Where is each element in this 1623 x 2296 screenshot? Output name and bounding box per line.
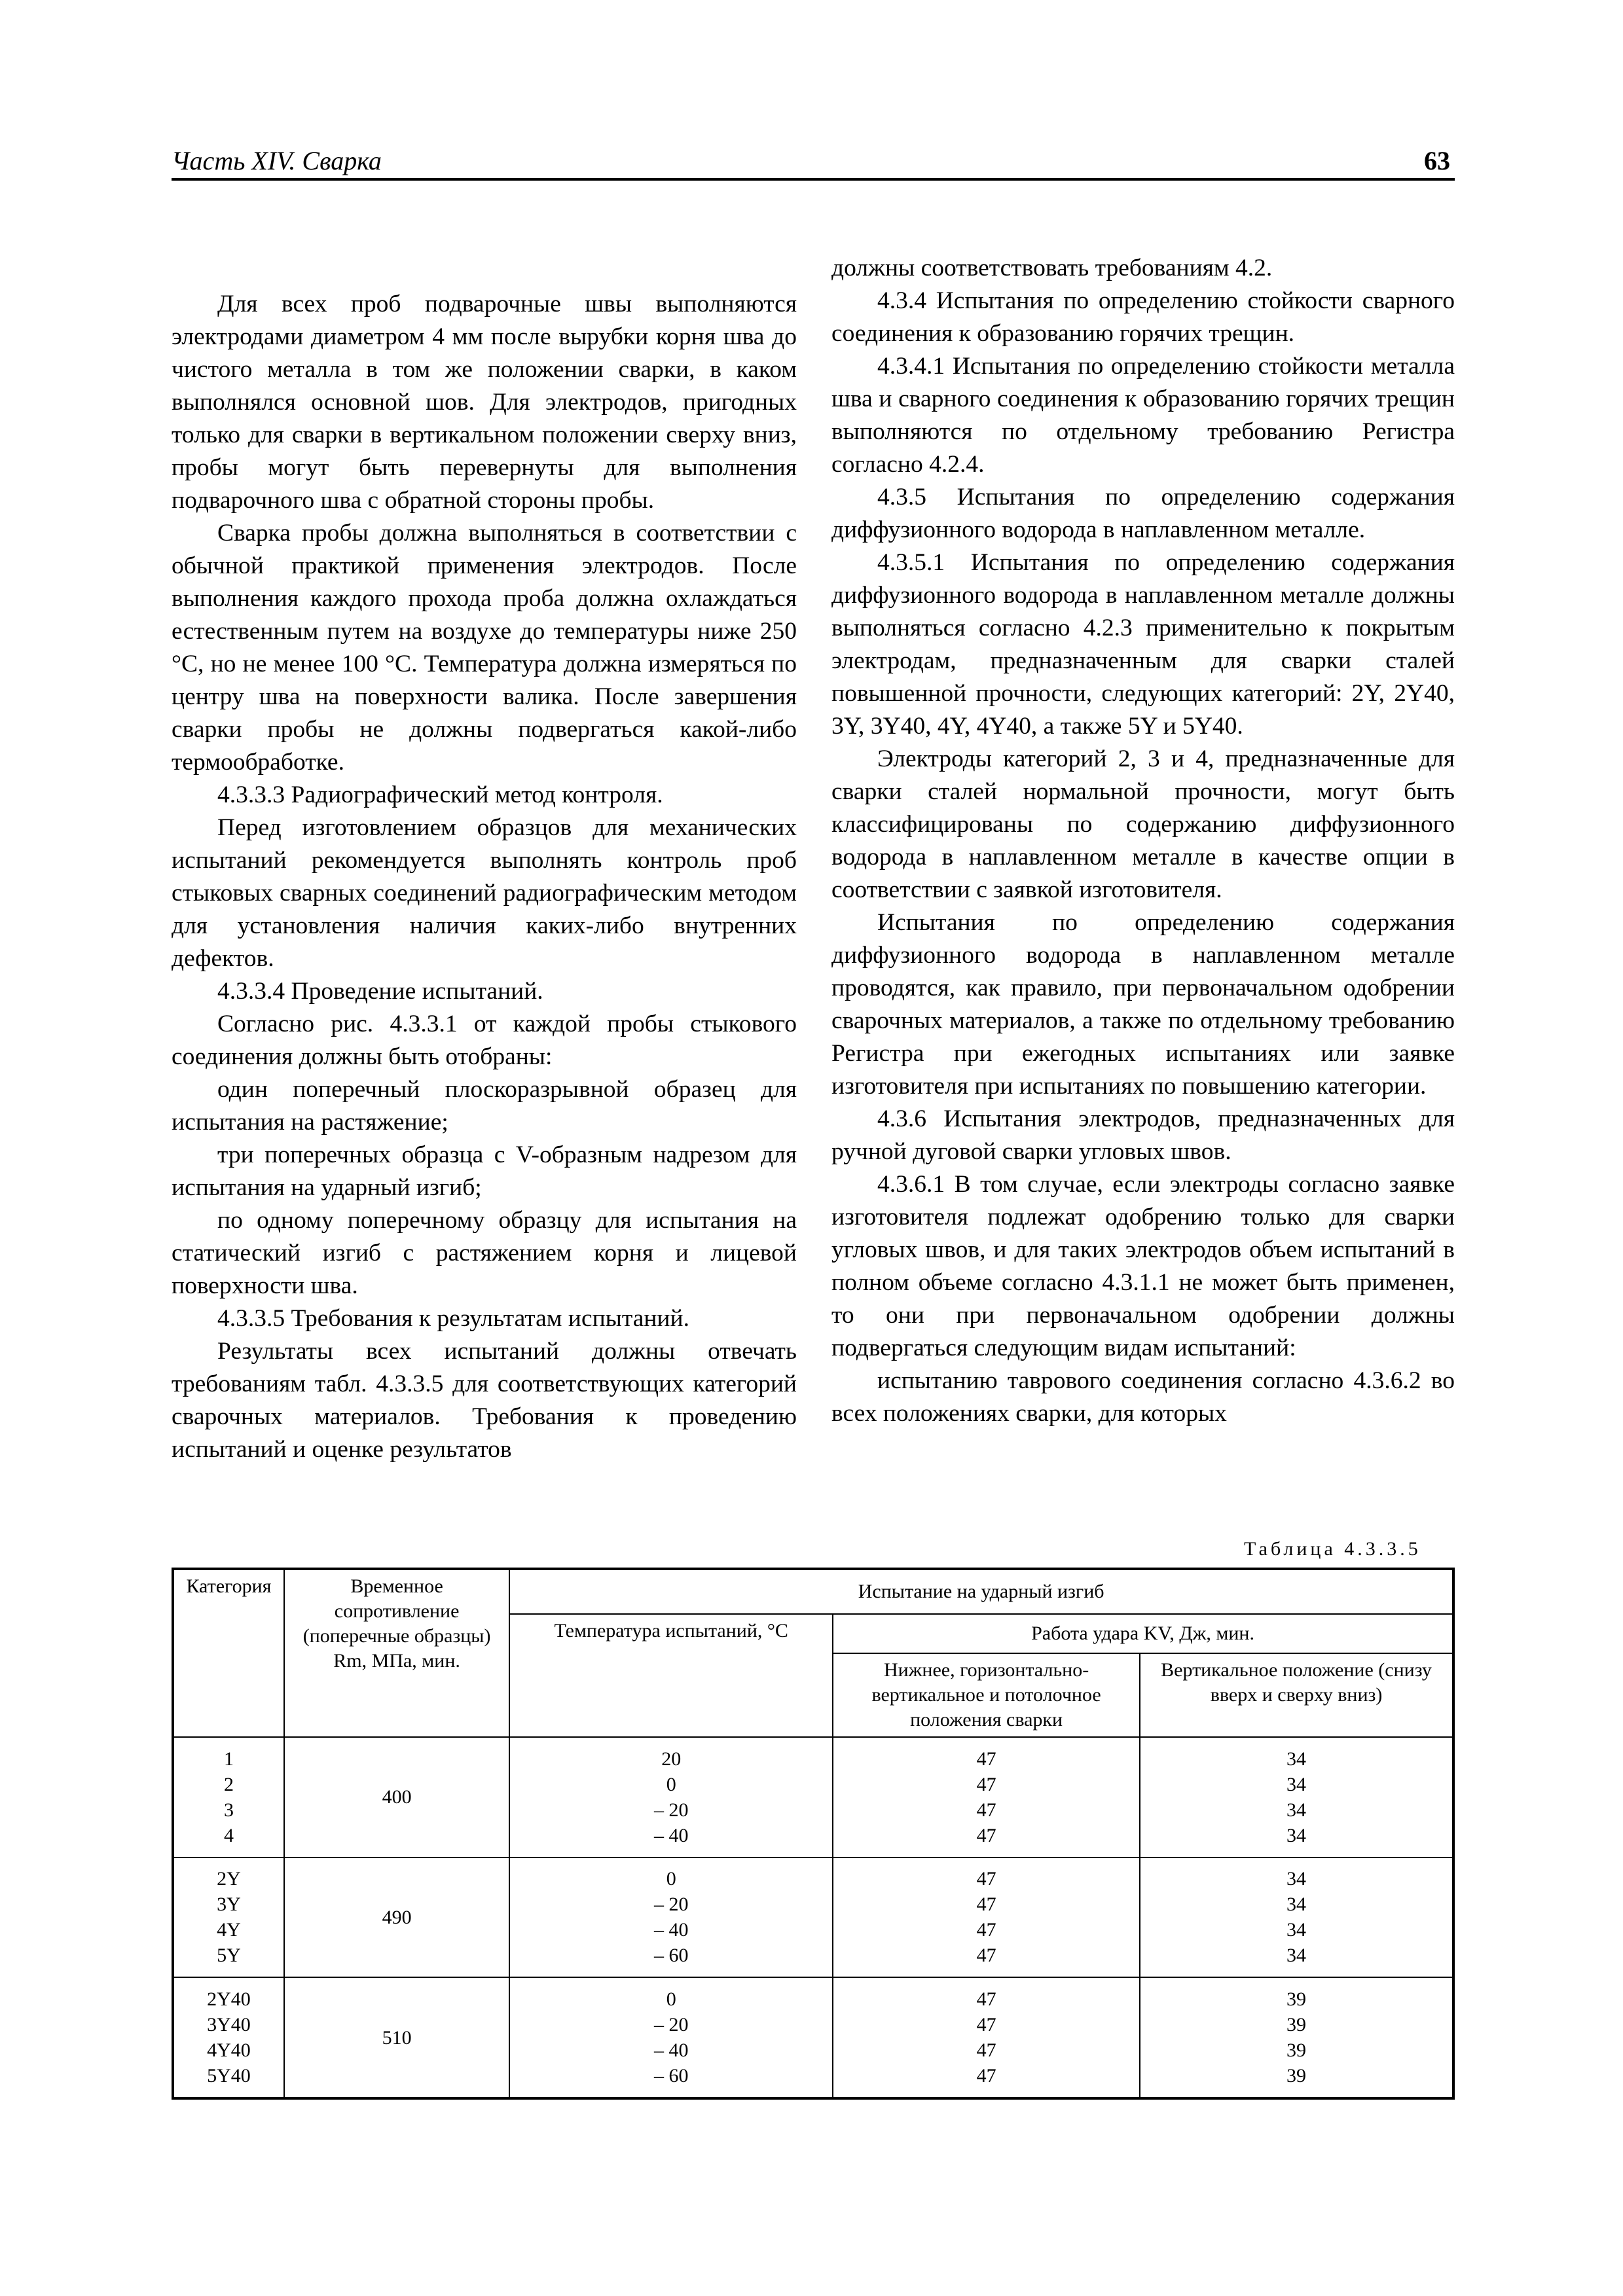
header-tensile-text: Временное сопротивление (поперечные образцы) Rm, МПа, мин. [302, 1575, 491, 1672]
cell-work-flat-value: 47 [976, 1893, 996, 1916]
right-text-column [831, 252, 1455, 1430]
cell-temperature-value: – 20 [653, 1893, 689, 1916]
paragraph: 4.3.4.1 Испытания по определению стойкости металла шва и сварного соединения к образованию горячих трещин выполняются по отдельному требованию Регистра согласно 4.2.4. [831, 353, 1455, 478]
cell-temperature [509, 1737, 833, 1857]
cell-category-value: 3Y [217, 1893, 241, 1916]
table-row-group [173, 1977, 1453, 2098]
header-category: Категория [173, 1569, 284, 1737]
cell-temperature-value: – 40 [653, 2039, 689, 2062]
header-tensile [284, 1569, 509, 1737]
cell-work-vertical-value: 34 [1286, 1893, 1307, 1916]
cell-temperature-value: – 20 [653, 1799, 689, 1821]
cell-category-value: 2Y40 [207, 1988, 251, 2011]
cell-category [173, 1737, 284, 1857]
cell-work-vertical-value: 34 [1286, 1824, 1307, 1846]
cell-work-vertical-value: 34 [1286, 1799, 1307, 1821]
cell-work-flat-value: 47 [976, 1988, 996, 2011]
cell-work-flat-value: 47 [976, 1799, 996, 1821]
cell-work-vertical-value: 34 [1286, 1919, 1307, 1941]
cell-temperature [509, 1857, 833, 1978]
paragraph: 4.3.3.3 Радиографический метод контроля. [217, 781, 663, 808]
cell-work-flat-value: 47 [976, 1748, 996, 1770]
header-temperature: Температура испытаний, °С [509, 1614, 833, 1737]
cell-work-vertical [1140, 1977, 1453, 2098]
paragraph: 4.3.6.1 В том случае, если электроды согласно заявке изготовителя подлежат одобрению только для сварки угловых швов, и для таких электродов объем испытаний в полном объеме согласно 4.3.1.1 не может быть применен, то они при первоначальном одобрении должны подвергаться следующим видам испытаний: [831, 1171, 1455, 1361]
paragraph: Сварка пробы должна выполняться в соответствии с обычной практикой применения электродов. После выполнения каждого прохода проба должна охлаждаться естественным путем на воздухе до температуры ниже 250 °С, но не менее 100 °С. Температура должна измеряться по центру шва на поверхности валика. После завершения сварки пробы не должны подвергаться какой-либо термообработке. [172, 520, 797, 776]
cell-category-value: 5Y [217, 1945, 241, 1967]
cell-work-flat-value: 47 [976, 1945, 996, 1967]
header-work: Работа удара KV, Дж, мин. [833, 1614, 1453, 1653]
cell-temperature-value: – 20 [653, 2014, 689, 2036]
cell-category-value: 4Y40 [207, 2039, 251, 2062]
cell-temperature-value: 0 [666, 1988, 676, 2011]
paragraph: Согласно рис. 4.3.3.1 от каждой пробы стыкового соединения должны быть отобраны: [172, 1011, 797, 1070]
cell-category-value: 2Y [217, 1868, 241, 1890]
cell-work-vertical-value: 39 [1286, 1988, 1307, 2011]
paragraph: один поперечный плоскоразрывной образец для испытания на растяжение; [172, 1076, 797, 1136]
cell-category-value: 3Y40 [207, 2014, 251, 2036]
cell-temperature-value: – 60 [653, 1945, 689, 1967]
cell-category-value: 2 [223, 1773, 234, 1795]
paragraph: Результаты всех испытаний должны отвечать требованиям табл. 4.3.3.5 для соответствующих категорий сварочных материалов. Требования к проведению испытаний и оценке результатов [172, 1338, 797, 1463]
paragraph: Перед изготовлением образцов для механических испытаний рекомендуется выполнять контроль проб стыковых сварных соединений радиографическим методом для установления наличия каких-либо внутренних дефектов. [172, 814, 797, 972]
cell-category-value: 3 [223, 1799, 234, 1821]
paragraph: по одному поперечному образцу для испытания на статический изгиб с растяжением корня и лицевой поверхности шва. [172, 1207, 797, 1299]
cell-temperature-value: 20 [661, 1748, 682, 1770]
cell-work-vertical-value: 34 [1286, 1868, 1307, 1890]
paragraph: 4.3.6 Испытания электродов, предназначенных для ручной дуговой сварки угловых швов. [831, 1105, 1455, 1165]
table-row-group [173, 1737, 1453, 1857]
cell-category-value: 4 [223, 1824, 234, 1846]
cell-temperature-value: – 40 [653, 1919, 689, 1941]
cell-work-flat [833, 1977, 1140, 2098]
cell-work-flat-value: 47 [976, 2065, 996, 2087]
cell-work-vertical-value: 39 [1286, 2014, 1307, 2036]
cell-work-vertical-value: 39 [1286, 2065, 1307, 2087]
cell-temperature-value: – 60 [653, 2065, 689, 2087]
cell-work-flat-value: 47 [976, 1773, 996, 1795]
cell-work-flat-value: 47 [976, 2014, 996, 2036]
cell-work-flat-value: 47 [976, 2039, 996, 2062]
paragraph: должны соответствовать требованиям 4.2. [831, 255, 1273, 281]
paragraph: испытанию таврового соединения согласно 4.3.6.2 во всех положениях сварки, для которых [831, 1367, 1455, 1427]
weld-test-table [172, 1568, 1455, 2100]
paragraph: 4.3.5 Испытания по определению содержания диффузионного водорода в наплавленном металле. [831, 484, 1455, 543]
cell-work-vertical-value: 34 [1286, 1748, 1307, 1770]
table-body [173, 1737, 1453, 2098]
header-impact: Испытание на ударный изгиб [509, 1569, 1453, 1614]
paragraph: 4.3.3.5 Требования к результатам испытаний. [217, 1305, 689, 1332]
paragraph: Для всех проб подварочные швы выполняются электродами диаметром 4 мм после вырубки корня шва до чистого металла в том же положении сварки, в каком выполнялся основной шов. Для электродов, пригодных только для сварки в вертикальном положении сверху вниз, пробы могут быть перевернуты для выполнения подварочного шва с обратной стороны пробы. [172, 291, 797, 514]
paragraph: 4.3.4 Испытания по определению стойкости сварного соединения к образованию горячих трещин. [831, 287, 1455, 347]
paragraph: три поперечных образца с V-образным надрезом для испытания на ударный изгиб; [172, 1141, 797, 1201]
cell-category-value: 1 [223, 1748, 234, 1770]
cell-work-vertical [1140, 1737, 1453, 1857]
table-caption: Таблица 4.3.3.5 [1244, 1538, 1421, 1560]
cell-work-vertical-value: 34 [1286, 1945, 1307, 1967]
cell-temperature [509, 1977, 833, 2098]
paragraph: Электроды категорий 2, 3 и 4, предназначенные для сварки сталей нормальной прочности, могут быть классифицированы по содержанию диффузионного водорода в наплавленном металле в качестве опции в соответствии с заявкой изготовителя. [831, 745, 1455, 903]
cell-work-flat-value: 47 [976, 1824, 996, 1846]
cell-work-flat [833, 1737, 1140, 1857]
paragraph: 4.3.3.4 Проведение испытаний. [217, 978, 543, 1005]
paragraph: Испытания по определению содержания диффузионного водорода в наплавленном металле проводятся, как правило, при первоначальном одобрении сварочных материалов, а также по отдельному требованию Регистра при ежегодных испытаниях или заявке изготовителя при испытаниях по повышению категории. [831, 909, 1455, 1100]
table-row-group [173, 1857, 1453, 1978]
cell-category [173, 1857, 284, 1978]
cell-work-flat-value: 47 [976, 1919, 996, 1941]
paragraph: 4.3.5.1 Испытания по определению содержания диффузионного водорода в наплавленном металле должны выполняться согласно 4.2.3 применительно к покрытым электродам, предназначенным для сварки сталей повышенной прочности, следующих категорий: 2Y, 2Y40, 3Y, 3Y40, 4Y, 4Y40, а также 5Y и 5Y40. [831, 549, 1455, 740]
header-flat-positions: Нижнее, горизонтально-вертикальное и потолочное положения сварки [833, 1653, 1140, 1737]
cell-tensile-strength: 490 [284, 1857, 509, 1978]
cell-category [173, 1977, 284, 2098]
page-number: 63 [1424, 146, 1450, 175]
cell-work-vertical-value: 34 [1286, 1773, 1307, 1795]
cell-category-value: 4Y [217, 1919, 241, 1941]
cell-work-vertical-value: 39 [1286, 2039, 1307, 2062]
cell-work-flat [833, 1857, 1140, 1978]
left-text-column [172, 288, 797, 1466]
cell-tensile-strength: 400 [284, 1737, 509, 1857]
cell-work-flat-value: 47 [976, 1868, 996, 1890]
header-vertical-position: Вертикальное положение (снизу вверх и сверху вниз) [1140, 1653, 1453, 1737]
cell-temperature-value: – 40 [653, 1824, 689, 1846]
running-header-title: Часть XIV. Сварка [172, 146, 382, 175]
cell-category-value: 5Y40 [207, 2065, 251, 2087]
cell-work-vertical [1140, 1857, 1453, 1978]
header-rule [172, 178, 1455, 181]
cell-tensile-strength: 510 [284, 1977, 509, 2098]
cell-temperature-value: 0 [666, 1868, 676, 1890]
cell-temperature-value: 0 [666, 1773, 676, 1795]
